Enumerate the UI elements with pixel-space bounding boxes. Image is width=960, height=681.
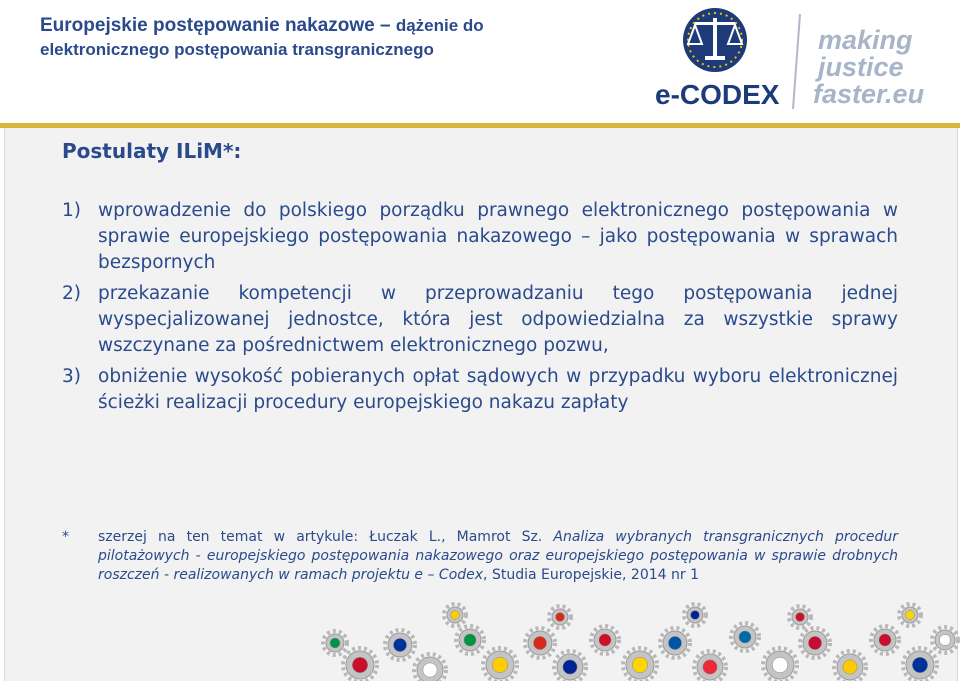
gear-icon <box>694 651 726 681</box>
list-item <box>62 364 898 416</box>
item-number: 2) <box>62 283 81 304</box>
gear-icon <box>623 648 657 681</box>
section-heading: Postulaty ILiM*: <box>62 139 242 163</box>
title-part2: dążenie do <box>395 16 484 35</box>
tagline-line1: making <box>818 25 913 55</box>
postulates-list <box>62 198 898 416</box>
scales-of-justice-icon <box>683 8 747 72</box>
footnote-row <box>62 528 898 585</box>
list-item <box>62 198 898 276</box>
gear-icon <box>456 626 484 654</box>
slide-title <box>40 14 600 62</box>
gear-icon <box>789 606 811 628</box>
item-text: przekazanie kompetencji w przeprowadzaniu tego postępowania jednej wyspecjalizowanej jednostce, która jest odpowiedzialna za wszystkie sprawy wszczynane za pośrednictwem elektronicznego pozwu, <box>98 283 898 356</box>
tagline-line3: faster.eu <box>813 79 925 109</box>
gear-icon <box>660 628 690 658</box>
gear-icon <box>899 604 921 626</box>
gear-icon <box>554 651 586 681</box>
gear-icon <box>343 648 377 681</box>
article-title: Analiza wybranych transgranicznych procedur pilotażowych - europejskiego postępowania nakazowego oraz europejskiego postępowania w sprawie drobnych roszczeń - realizowanych w ramach projektu e – Codex <box>98 529 899 583</box>
gear-icon <box>731 623 759 651</box>
gear-icon <box>903 648 937 681</box>
footnote-marker: * <box>62 529 69 545</box>
gear-icon <box>834 651 866 681</box>
item-number: 3) <box>62 366 81 387</box>
title-line2: elektronicznego postępowania transgranicznego <box>40 40 434 59</box>
brand-text: e-CODEX <box>655 79 780 110</box>
gear-icon <box>323 631 347 655</box>
footnote-intro: szerzej na ten temat w artykule: Łuczak L., Mamrot Sz. <box>98 529 554 545</box>
gear-icon <box>549 606 571 628</box>
tagline-line2: justice <box>818 52 904 82</box>
gear-icon <box>591 626 619 654</box>
list-item <box>62 281 898 359</box>
gear-icon <box>525 628 555 658</box>
ecodex-logo <box>650 4 950 116</box>
gear-icon <box>684 604 706 626</box>
gear-icon <box>483 648 517 681</box>
gear-icon <box>444 604 466 626</box>
item-text: wprowadzenie do polskiego porządku prawnego elektronicznego postępowania w sprawie europejskiego postępowania nakazowego – jako postępowania w sprawach bezspornych <box>98 200 898 273</box>
footnote-text <box>98 528 898 585</box>
footnote-source: , Studia Europejskie, 2014 nr 1 <box>483 567 699 583</box>
title-dash: – <box>374 15 396 36</box>
gear-icon <box>385 630 415 660</box>
title-part1: Europejskie postępowanie nakazowe <box>40 15 375 36</box>
flag-gears-decoration <box>300 595 960 681</box>
header <box>0 0 960 124</box>
gear-icon <box>414 654 446 681</box>
gear-icon <box>763 648 797 681</box>
item-number: 1) <box>62 200 81 221</box>
footnote <box>62 528 898 585</box>
gear-icon <box>871 626 899 654</box>
gear-icons <box>323 604 958 681</box>
gear-icon <box>932 627 958 653</box>
item-text: obniżenie wysokość pobieranych opłat sądowych w przypadku wyboru elektronicznej ścieżki realizacji procedury europejskiego nakazu zapłaty <box>98 366 898 413</box>
gear-icon <box>800 628 830 658</box>
